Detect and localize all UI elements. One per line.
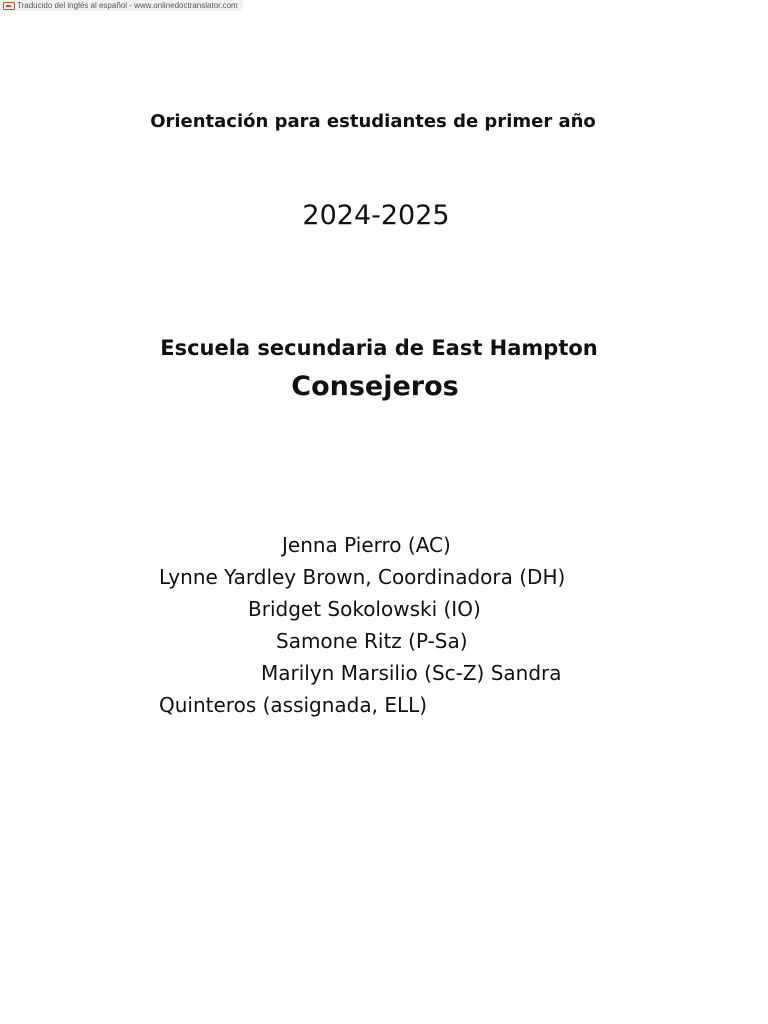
counselor-line: Bridget Sokolowski (IO) — [248, 597, 481, 621]
counselor-line: Marilyn Marsilio (Sc-Z) Sandra — [261, 661, 562, 685]
document-title: Orientación para estudiantes de primer año — [150, 111, 596, 132]
translator-banner-text[interactable]: Traducido del inglés al español - www.onlinedoctranslator.com — [17, 1, 238, 10]
counselor-line: Jenna Pierro (AC) — [282, 533, 451, 557]
counselor-line: Lynne Yardley Brown, Coordinadora (DH) — [159, 565, 566, 589]
counselor-line: Samone Ritz (P-Sa) — [276, 629, 468, 653]
school-year: 2024-2025 — [302, 200, 450, 231]
counselor-line: Quinteros (assignada, ELL) — [159, 693, 428, 717]
translator-banner[interactable] — [0, 0, 243, 11]
pdf-translate-icon — [3, 2, 15, 10]
counselors-heading: Consejeros — [291, 371, 459, 402]
school-name: Escuela secundaria de East Hampton — [160, 336, 598, 360]
